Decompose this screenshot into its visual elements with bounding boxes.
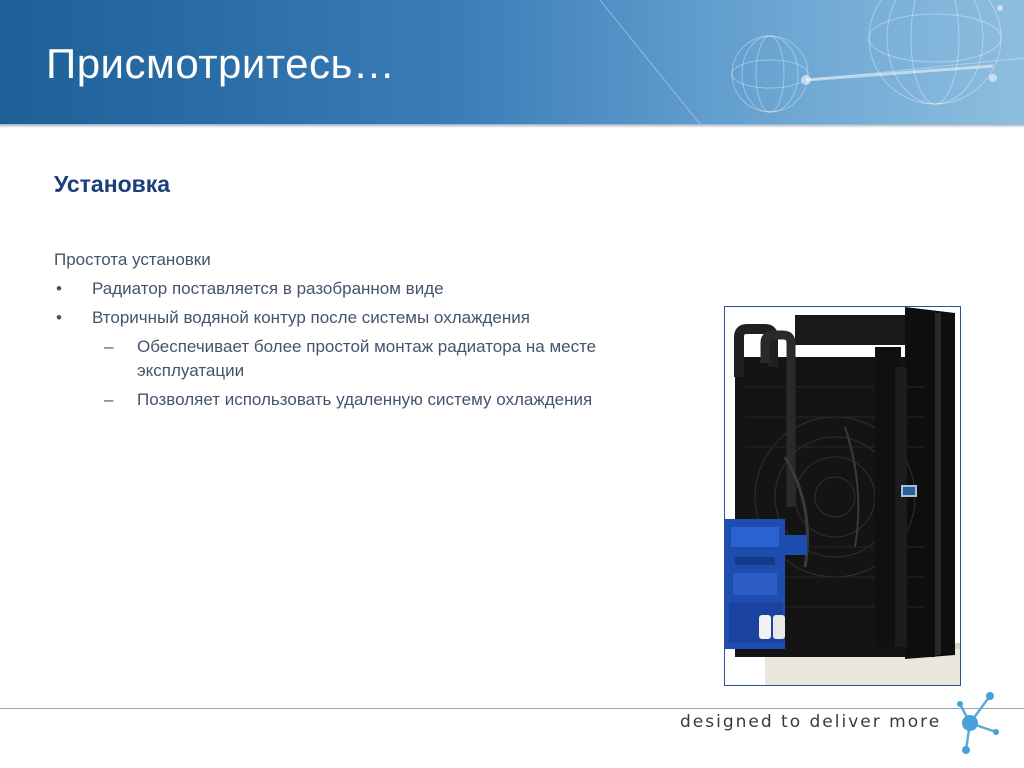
radiator-photo <box>724 306 961 686</box>
bullet-text: Вторичный водяной контур после системы охлаждения <box>92 308 530 327</box>
sub-bullet-item <box>54 335 614 383</box>
footer-tagline: designed to deliver more <box>680 712 942 732</box>
bullet-list <box>54 277 614 412</box>
bullet-item <box>54 306 614 330</box>
sub-bullet-text: Позволяет использовать удаленную систему охлаждения <box>137 390 593 409</box>
footer-divider <box>0 708 1024 709</box>
sub-bullet-marker: – <box>104 337 114 356</box>
bullet-text: Радиатор поставляется в разобранном виде <box>92 279 444 298</box>
sub-bullet-marker: – <box>104 390 114 409</box>
bullet-marker: • <box>56 308 62 327</box>
molecule-logo-icon <box>952 690 1002 756</box>
bullet-item <box>54 277 614 301</box>
header-shadow <box>0 124 1024 128</box>
sub-bullet-item <box>54 388 614 412</box>
bullet-marker: • <box>56 279 62 298</box>
lead-text: Простота установки <box>54 250 211 269</box>
section-heading: Установка <box>54 171 171 197</box>
slide-body <box>54 248 614 417</box>
slide-title: Присмотритесь… <box>46 40 396 87</box>
sub-bullet-text: Обеспечивает более простой монтаж радиатора на месте эксплуатации <box>137 337 597 380</box>
radiator-illustration <box>725 307 960 685</box>
